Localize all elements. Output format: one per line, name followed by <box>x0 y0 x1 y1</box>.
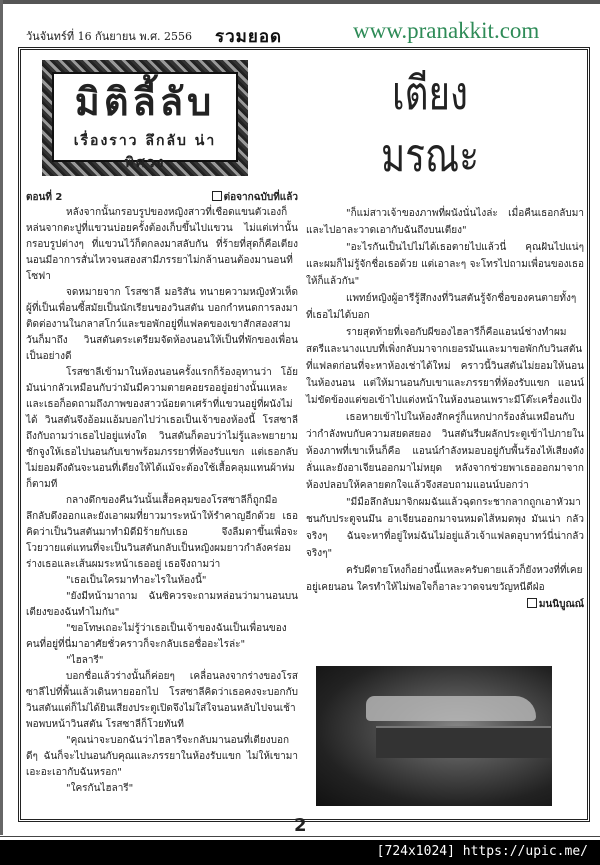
story-title-line2: มรณะ <box>381 129 479 181</box>
paragraph: จดหมายจาก โรสซาลี มอริสัน ทนายความหญิงหัวเห็ดผู้ที่เป็นเพื่อนซี้สมัยเป็นนักเรียนของวินสตัน บอกกำหนดการลงมาติดต่องานในกลาสโกว์และขอพักอยู่ที่แฟลตของเขาสักสองสามวันก็มาถึง วินสตันตระเตรียมจัดห้องนอนให้เป็นที่พักของเพื่อนเป็นอย่างดี <box>26 287 298 362</box>
column-tagline: เรื่องราว ลึกลับ น่าพิศวง <box>73 133 217 171</box>
bottom-rule <box>0 836 600 837</box>
episode-line <box>26 190 298 205</box>
bed-sheet-shape <box>366 696 536 721</box>
issue-date: วันจันทร์ที่ 16 กันยายน พ.ศ. 2556 <box>26 30 193 43</box>
upload-watermark: [724x1024] https://upic.me/ <box>376 844 588 859</box>
left-column <box>26 190 298 797</box>
continued-note: ต่อจากฉบับที่แล้ว <box>212 190 298 205</box>
newspaper-logo: รวมยอด <box>215 27 283 47</box>
story-title <box>362 62 498 186</box>
paragraph: รายสุดท้ายที่เจอกับผีของไฮลารีก็คือแอนน์ช่างทำผมสตรีและนางแบบที่เพิ่งกลับมาจากเยอรมันและมาขอพักกับวินสตันที่แฟลตก่อนที่จะหาห้องเช่าได้ใหม่ คราวนี้วินสตันไม่ยอมให้นอนในห้องนอน แต่ให้มานอนกับเขาและภรรยาที่ห้องรับแขก แอนน์ไม่ขัดข้องแต่ขอเข้าไปแต่งหน้าในห้องนอนเพราะมีโต๊ะเครื่องแป้ง <box>306 327 584 406</box>
box-bullet-icon <box>527 598 537 608</box>
website-watermark: www.pranakkit.com <box>353 18 540 43</box>
paragraph: บอกชื่อแล้วร่างนั้นก็ค่อยๆ เคลื่อนลงจากร่างของโรสซาลีไปที่พื้นแล้วเดินหายออกไป โรสซาลีคิดว่าเธอคงจะบอกกับวินสตันแต่ก็ไม่ได้ยินเสียงประตูเปิดจึงไม่ใส่ใจนอนหลับไปจนเช้าพอพบหน้าวินสตัน โรสซาลีก็โวยทันที <box>26 671 298 730</box>
paragraph: แพทย์หญิงผู้อารีรู้สึกงงที่วินสตันรู้จักชื่อของคนตายทั้งๆ ที่เธอไม่ได้บอก <box>306 293 577 321</box>
paragraph: ครับผีตายโหงก็อย่างนี้แหละครับตายแล้วก็ยังหวงที่ที่เคยอยู่เคยนอน ใครทำให้ไม่พอใจก็อาละวาดจนขวัญหนีดีฝ่อ <box>306 565 583 593</box>
paragraph: "มีมือลึกลับมาจิกผมฉันแล้วฉุดกระชากลากถูกเอาหัวมาชนกับประตูจนมึน อาเจียนออกมาจนหมดไส้หมดพุง มันเน่า กลัวจริงๆ ฉันจะหาที่อยู่ใหม่ฉันไม่อยู่แล้วเจ้าแฟลตอุบาทว์นี่น่ากลัวจริงๆ" <box>306 497 584 559</box>
box-bullet-icon <box>212 191 222 201</box>
bed-photo <box>316 666 552 806</box>
author-byline: มนนิบูณณ์ <box>306 596 584 613</box>
paragraph: "เธอเป็นใครมาทำอะไรในห้องนี้" <box>66 575 207 586</box>
footer-bar <box>0 840 600 865</box>
paragraph: กลางดึกของคืนวันนั้นเสื้อคลุมของโรสซาลีก็ถูกมือลึกลับดึงออกและยังเอาผมที่ยาวมาระหน้าให้รำคาญอีกด้วย เธอคิดว่าเป็นวินสตันมาทำมิดีมิร้ายกับเธอ จึงลืมตาขึ้นเพื่อจะโวยวายแต่แทนที่จะเป็นวินสตันกลับเป็นหญิงผมยาวกำลังคร่อมร่างเธอและเส้นผมระหน้าเธออยู่ เธอจึงถามว่า <box>26 495 298 570</box>
column-name: มิติลี้ลับ <box>74 80 216 124</box>
scan-edge-left <box>0 0 3 835</box>
paragraph: "ใครกันไฮลารี" <box>66 783 134 794</box>
paragraph: "ขอโทษเถอะไม่รู้ว่าเธอเป็นเจ้าของฉันเป็นเพื่อนของคนที่อยู่ที่นี่มาอาศัยชั่วคราวก็จะกลับเธอชื่ออะไรล่ะ" <box>26 623 287 650</box>
paragraph: "ยังมีหน้ามาถาม ฉันซิควรจะถามหล่อนว่ามานอนบนเตียงของฉันทำไมกัน" <box>26 591 298 618</box>
story-title-line1: เตียง <box>391 67 468 119</box>
bed-frame-shape <box>376 726 551 758</box>
page-number: 2 <box>294 815 307 836</box>
column-masthead <box>42 60 248 176</box>
episode-label: ตอนที่ 2 <box>26 192 63 203</box>
scan-edge-top <box>0 0 600 4</box>
paragraph: "คุณน่าจะบอกฉันว่าไฮลารีจะกลับมานอนที่เตียงบอกดีๆ ฉันก็จะไปนอนกับคุณและภรรยาในห้องรับแขก ไม่ให้เขามาเอะอะเอากับฉันหรอก" <box>26 735 298 778</box>
paragraph: โรสซาลีเข้ามาในห้องนอนครั้งแรกก็ร้องอุทานว่า โอ้ย มันน่ากลัวเหมือนกับว่ามันมีความตายคอยรออยู่อย่างนั้นแหละ และเธอก็อดถามถึงภาพของสาวน้อยตาเศร้าที่แขวนอยู่ที่ผนังไม่ได้ วินสตันจึงอ้อมแอ้มบอกไปว่าเธอเป็นเจ้าของห้องนี้ โรสซาลีถึงกับถามว่าเธอไปอยู่แห่งใด วินสตันก็ตอบว่าไม่รู้และพยายามชักจูงให้เธอไปนอนกับเขาพร้อมภรรยาที่ห้องรับแขก แต่เธอกลับไม่ยอมดึงดันจะนอนที่เตียงให้ได้แม้จะต้องใช้เสื้อคลุมแทนผ้าห่มก็ตามที <box>26 367 298 490</box>
paragraph: "ไฮลารี" <box>66 655 104 666</box>
paragraph: "อะไรกันเป็นไปไม่ได้เธอตายไปแล้วนี่ คุณฝันไปแน่ๆ และผมก็ไม่รู้จักชื่อเธอด้วย แต่เอาละๆ จะโทรไปถามเพื่อนของเธอให้ก็แล้วกัน" <box>306 242 584 287</box>
paragraph: "ก็แม่สาวเจ้าของภาพที่ผนังนั่นไงล่ะ เมื่อคืนเธอกลับมาและไปอาละวาดเอากับฉันถึงบนเตียง" <box>306 208 584 236</box>
right-column <box>306 205 584 613</box>
paragraph: เธอหายเข้าไปในห้องสักครู่ก็แหกปากร้องลั่นเหมือนกับว่ากำลังพบกับความสยดสยอง วินสตันรีบผลักประตูเข้าไปภายในห้องภาพที่เขาเห็นก็คือ แอนน์กำลังหมอบอยู่กับพื้นร้องไห้เสียงดังลั่นและยังอาเจียนออกมาไม่หยุด หลังจากช่วยพาเธอออกมาจากห้องปลอบให้คลายตกใจแล้วจึงสอบถามแอนน์บอกว่า <box>306 412 584 491</box>
paragraph: หลังจากนั้นกรอบรูปของหญิงสาวที่เชือดแขนตัวเองก็หล่นจากตะปูที่แขวนบ่อยครั้งต้องเก็บขึ้นไปแขวน ไม่แต่เท่านั้นกรอบรูปต่างๆ ที่แขวนไว้ก็ตกลงมาสลับกัน ที่ร้ายที่สุดก็คือเตียงนอนมีอาการสั่นไหวจนสองสามีภรรยาไม่กล้านอนต้องมานอนที่โซฟา <box>26 207 298 282</box>
